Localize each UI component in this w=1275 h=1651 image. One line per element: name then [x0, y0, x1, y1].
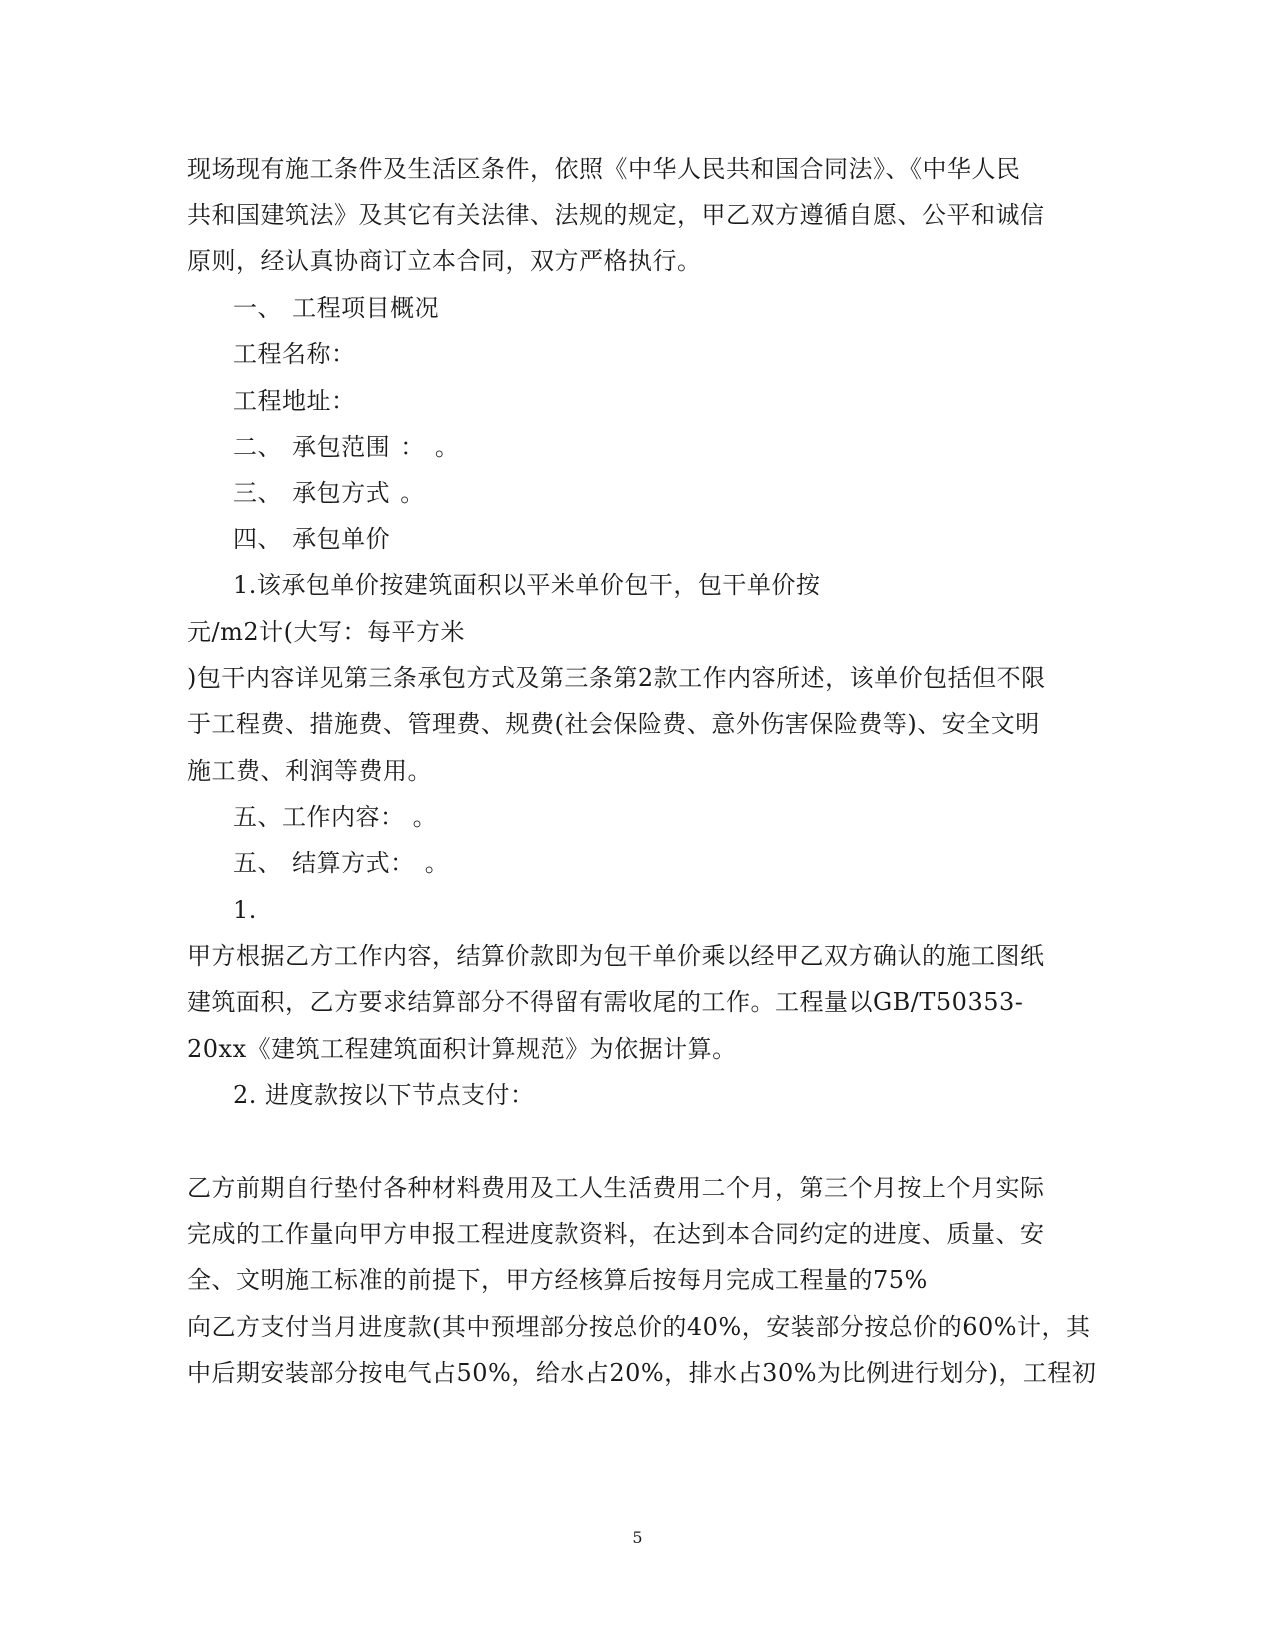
body-line: 1.该承包单价按建筑面积以平米单价包干，包干单价按: [233, 571, 821, 599]
body-line: 于工程费、措施费、管理费、规费(社会保险费、意外伤害保险费等)、安全文明: [187, 710, 1040, 738]
body-line: 建筑面积，乙方要求结算部分不得留有需收尾的工作。工程量以GB/T50353-: [187, 988, 1024, 1016]
field-label: 工程名称：: [233, 340, 356, 368]
section-heading: 五、工作内容： 。: [233, 803, 438, 831]
body-line: 向乙方支付当月进度款(其中预埋部分按总价的40%，安装部分按总价的60%计，其: [187, 1313, 1091, 1341]
body-line: )包干内容详见第三条承包方式及第三条第2款工作内容所述，该单价包括但不限: [187, 664, 1046, 692]
page-number: 5: [632, 1528, 643, 1547]
body-line: 中后期安装部分按电气占50%，给水占20%，排水占30%为比例进行划分)，工程初: [187, 1359, 1097, 1387]
section-heading: 一、 工程项目概况: [233, 294, 440, 322]
body-line: 共和国建筑法》及其它有关法律、法规的规定，甲乙双方遵循自愿、公平和诚信: [187, 201, 1045, 229]
section-heading: 二、 承包范围 ： 。: [233, 433, 460, 461]
section-heading: 三、 承包方式 。: [233, 479, 425, 507]
body-line: 完成的工作量向甲方申报工程进度款资料，在达到本合同约定的进度、质量、安: [187, 1220, 1045, 1248]
body-line: 全、文明施工标准的前提下，甲方经核算后按每月完成工程量的75%: [187, 1266, 928, 1294]
body-line: 20xx《建筑工程建筑面积计算规范》为依据计算。: [187, 1035, 737, 1063]
body-line: 现场现有施工条件及生活区条件，依照《中华人民共和国合同法》、《中华人民: [187, 155, 1021, 183]
list-number: 1.: [233, 896, 257, 924]
body-line: 施工费、利润等费用。: [187, 757, 432, 785]
body-line: 乙方前期自行垫付各种材料费用及工人生活费用二个月，第三个月按上个月实际: [187, 1174, 1045, 1202]
section-heading: 四、 承包单价: [233, 525, 391, 553]
body-line: 元/m2计(大写：每平方米: [187, 618, 465, 646]
field-label: 工程地址：: [233, 387, 356, 415]
list-item: 2. 进度款按以下节点支付：: [233, 1081, 535, 1109]
section-heading: 五、 结算方式： 。: [233, 849, 450, 877]
body-line: 原则，经认真协商订立本合同，双方严格执行。: [187, 247, 702, 275]
body-line: 甲方根据乙方工作内容，结算价款即为包干单价乘以经甲乙双方确认的施工图纸: [187, 942, 1045, 970]
